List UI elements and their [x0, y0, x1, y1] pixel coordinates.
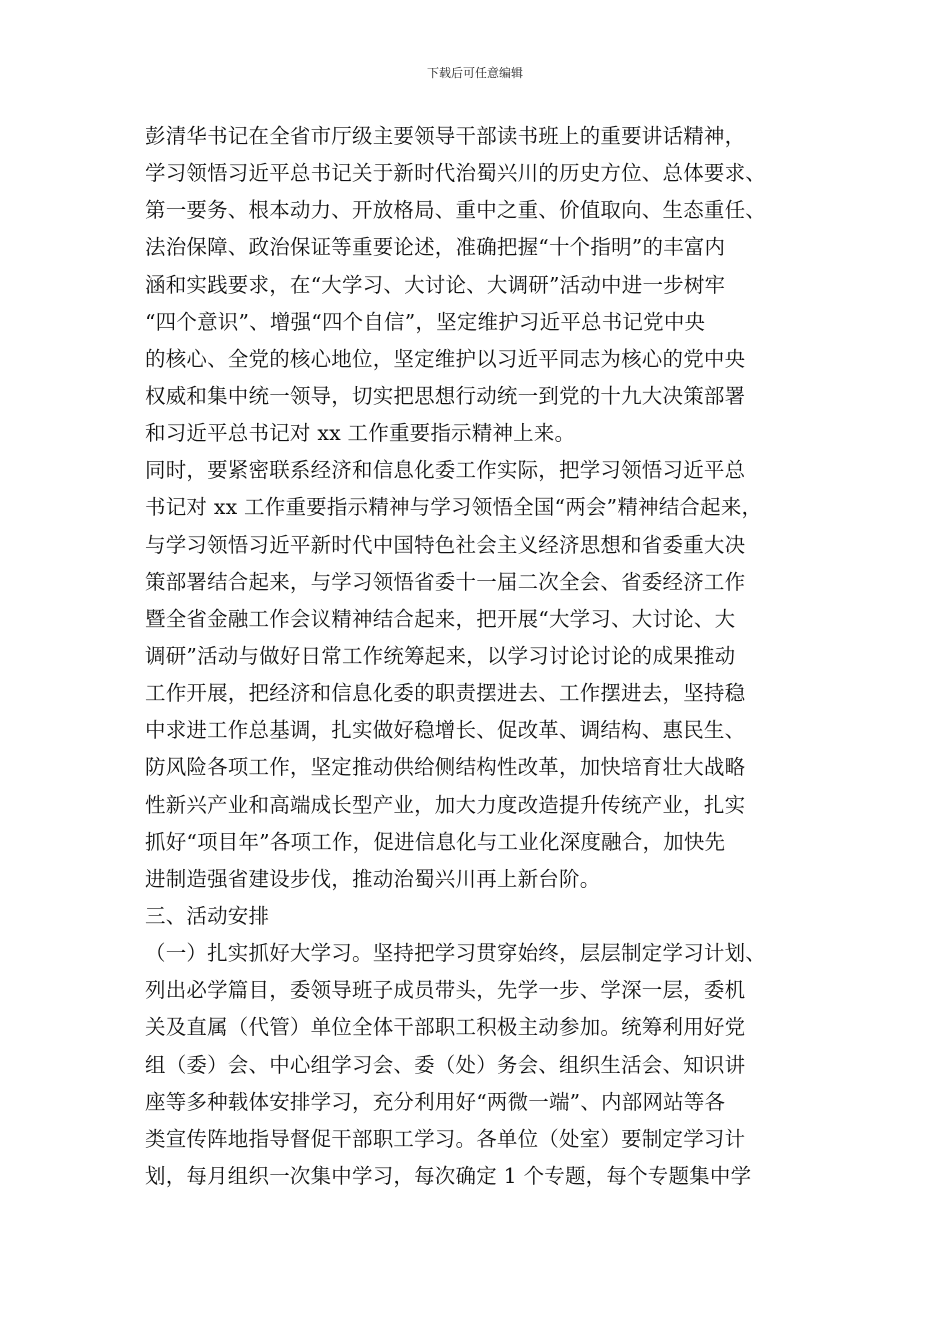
- text-line: 彭清华书记在全省市厅级主要领导干部读书班上的重要讲话精神，: [145, 124, 746, 148]
- text-line: 的核心、全党的核心地位，坚定维护以习近平同志为核心的党中央: [145, 346, 746, 371]
- text-line: 同时，要紧密联系经济和信息化委工作实际，把学习领悟习近平总: [145, 458, 746, 483]
- text-line: 调研”活动与做好日常工作统筹起来，以学习讨论讨论的成果推动: [145, 643, 736, 668]
- text-line: （一）扎实抓好大学习。坚持把学习贯穿始终，层层制定学习计划、: [145, 941, 766, 966]
- text-line: 列出必学篇目，委领导班子成员带头，先学一步、学深一层，委机: [145, 978, 746, 1003]
- text-line: “四个意识”、增强“四个自信”，坚定维护习近平总书记党中央: [145, 309, 706, 334]
- section-heading: 三、活动安排: [145, 903, 270, 928]
- text-line: 法治保障、政治保证等重要论述，准确把握“十个指明”的丰富内: [145, 235, 726, 260]
- text-line: 抓好“项目年”各项工作，促进信息化与工业化深度融合，加快先: [145, 829, 726, 854]
- text-line: 中求进工作总基调，扎实做好稳增长、促改革、调结构、惠民生、: [145, 718, 746, 743]
- text-line: 涵和实践要求，在“大学习、大讨论、大调研”活动中进一步树牢: [145, 272, 726, 297]
- body-text: [145, 118, 825, 1195]
- text-line: 学习领悟习近平总书记关于新时代治蜀兴川的历史方位、总体要求、: [145, 161, 766, 186]
- text-line: 工作开展，把经济和信息化委的职责摆进去、工作摆进去，坚持稳: [145, 681, 746, 706]
- text-line: 暨全省金融工作会议精神结合起来，把开展“大学习、大讨论、大: [145, 606, 736, 631]
- text-line: 组（委）会、中心组学习会、委（处）务会、组织生活会、知识讲: [145, 1052, 746, 1077]
- text-line: 权威和集中统一领导，切实把思想行动统一到党的十九大决策部署: [145, 383, 746, 408]
- text-line: 性新兴产业和高端成长型产业，加大力度改造提升传统产业，扎实: [145, 792, 746, 817]
- text-line: 类宣传阵地指导督促干部职工学习。各单位（处室）要制定学习计: [145, 1126, 746, 1151]
- text-line: 与学习领悟习近平新时代中国特色社会主义经济思想和省委重大决: [145, 532, 746, 557]
- text-line: 书记对 xx 工作重要指示精神与学习领悟全国“两会”精神结合起来，: [145, 495, 763, 520]
- text-line: 座等多种载体安排学习，充分利用好“两微一端”、内部网站等各: [145, 1089, 726, 1114]
- text-line: 策部署结合起来，与学习领悟省委十一届二次全会、省委经济工作: [145, 569, 746, 594]
- text-line: 划，每月组织一次集中学习，每次确定 1 个专题，每个专题集中学: [145, 1163, 752, 1188]
- text-line: 和习近平总书记对 xx 工作重要指示精神上来。: [145, 421, 576, 446]
- text-line: 关及直属（代管）单位全体干部职工积极主动参加。统筹利用好党: [145, 1015, 746, 1040]
- header-note: 下载后可任意编辑: [426, 66, 523, 80]
- text-line: 进制造强省建设步伐，推动治蜀兴川再上新台阶。: [145, 866, 601, 891]
- text-line: 第一要务、根本动力、开放格局、重中之重、价值取向、生态重任、: [145, 198, 766, 223]
- text-line: 防风险各项工作，坚定推动供给侧结构性改革，加快培育壮大战略: [145, 755, 746, 780]
